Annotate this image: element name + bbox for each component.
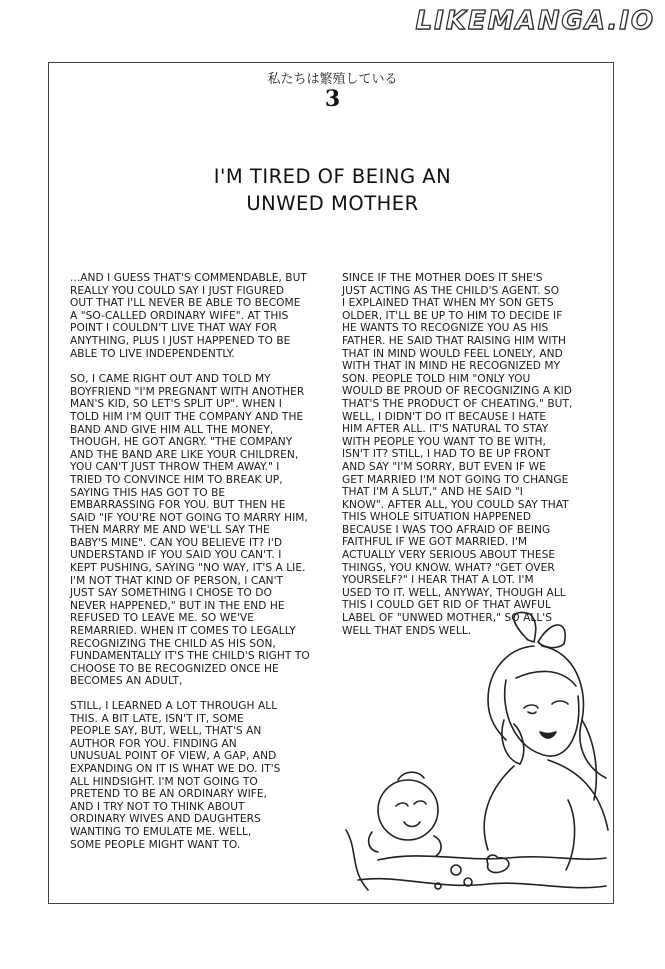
text-line: BOYFRIEND "I'M PREGNANT WITH ANOTHER [70,385,305,398]
text-line: THEN MARRY ME AND WE'LL SAY THE [70,524,270,537]
text-line: HE WANTS TO RECOGNIZE YOU AS HIS [342,322,549,335]
text-line: THIS. A BIT LATE, ISN'T IT, SOME [70,712,244,725]
text-line: USED TO IT. WELL, ANYWAY, THOUGH ALL [342,586,566,599]
chapter-number: 3 [324,86,341,112]
paragraph-1 [70,272,340,360]
text-line: WOULD BE PROUD OF RECOGNIZING A KID [342,385,573,398]
text-line: ISN'T IT? STILL, I HAD TO BE UP FRONT [342,448,551,461]
text-line: UNUSUAL POINT OF VIEW, A GAP, AND [70,750,277,763]
text-line: ANYTHING, PLUS I JUST HAPPENED TO BE [70,334,291,347]
paragraph-2 [70,373,340,688]
text-line: BABY'S MINE". CAN YOU BELIEVE IT? I'D [70,536,283,549]
text-line: SOME PEOPLE MIGHT WANT TO. [70,838,241,851]
text-line: THAT'S THE PRODUCT OF CHEATING." BUT, [342,397,573,410]
right-text-column [342,272,598,637]
mother-and-baby-illustration [338,600,610,900]
text-line: EMBARRASSING FOR YOU. BUT THEN HE [70,499,286,512]
text-line: KEPT PUSHING, SAYING "NO WAY, IT'S A LIE. [70,562,306,575]
text-line: KNOW". AFTER ALL, YOU COULD SAY THAT [342,498,569,511]
text-line: FATHER. HE SAID THAT RAISING HIM WITH [342,334,567,347]
text-line: REFUSED TO LEAVE ME. SO WE'VE [70,612,254,625]
text-line: TOLD HIM I'M QUIT THE COMPANY AND THE [70,410,304,423]
text-line: ACTUALLY VERY SERIOUS ABOUT THESE [342,549,556,562]
text-line: THINGS, YOU KNOW. WHAT? "GET OVER [342,561,555,574]
text-line: NEVER HAPPENED," BUT IN THE END HE [70,599,285,612]
text-line: OUT THAT I'LL NEVER BE ABLE TO BECOME [70,297,301,310]
text-line: THOUGH, HE GOT ANGRY. "THE COMPANY [70,436,293,449]
text-line: PEOPLE SAY, BUT, WELL, THAT'S AN [70,725,262,738]
text-line: POINT I COULDN'T LIVE THAT WAY FOR [70,322,278,335]
text-line: I EXPLAINED THAT WHEN MY SON GETS [342,297,554,310]
text-line: YOURSELF?" I HEAR THAT A LOT. I'M [342,574,534,587]
text-line: THAT IN MIND WOULD FEEL LONELY, AND [342,347,563,360]
chapter-headline [0,163,665,217]
site-watermark: LIKEMANGA.IO [415,6,655,36]
text-line: ...AND I GUESS THAT'S COMMENDABLE, BUT [70,272,307,284]
text-line: OLDER, IT'LL BE UP TO HIM TO DECIDE IF [342,309,563,322]
text-line: WANTING TO EMULATE ME. WELL, [70,825,252,838]
text-line: SO, I CAME RIGHT OUT AND TOLD MY [70,373,271,386]
text-line: WITH THAT IN MIND HE RECOGNIZED MY [342,360,561,373]
text-line: WELL, I DIDN'T DO IT BECAUSE I HATE [342,410,547,423]
text-line: THIS I COULD GET RID OF THAT AWFUL [342,599,551,612]
text-line: SINCE IF THE MOTHER DOES IT SHE'S [342,272,543,284]
text-line: YOU CAN'T JUST THROW THEM AWAY." I [70,461,280,474]
text-line: AND SAY "I'M SORRY, BUT EVEN IF WE [342,460,546,473]
text-line: SAID "IF YOU'RE NOT GOING TO MARRY HIM, [70,511,308,524]
text-line: ALL HINDSIGHT. I'M NOT GOING TO [70,775,258,788]
text-line: AUTHOR FOR YOU. FINDING AN [70,737,237,750]
text-line: A "SO-CALLED ORDINARY WIFE". AT THIS [70,309,289,322]
text-line: PRETEND TO BE AN ORDINARY WIFE, [70,788,268,801]
text-line: AND I TRY NOT TO THINK ABOUT [70,800,245,813]
text-line: REMARRIED. WHEN IT COMES TO LEGALLY [70,625,296,638]
text-line: RECOGNIZING THE CHILD AS HIS SON, [70,637,276,650]
text-line: CHOOSE TO BE RECOGNIZED ONCE HE [70,662,279,675]
text-line: SAYING THIS HAS GOT TO BE [70,486,226,499]
text-line: BECOMES AN ADULT, [70,675,183,688]
text-line: SON. PEOPLE TOLD HIM "ONLY YOU [342,372,531,385]
text-line: BAND AND GIVE HIM ALL THE MONEY, [70,423,274,436]
text-line: ABLE TO LIVE INDEPENDENTLY. [70,347,235,360]
paragraph-3 [70,700,340,851]
text-line: I'M NOT THAT KIND OF PERSON, I CAN'T [70,574,284,587]
headline-line-2: UNWED MOTHER [246,192,419,215]
text-line: THIS WHOLE SITUATION HAPPENED [342,511,532,524]
text-line: UNDERSTAND IF YOU SAID YOU CAN'T. I [70,549,282,562]
text-line: STILL, I LEARNED A LOT THROUGH ALL [70,700,278,712]
text-line: GET MARRIED I'M NOT GOING TO CHANGE [342,473,569,486]
headline-line-1: I'M TIRED OF BEING AN [213,165,452,188]
text-line: LABEL OF "UNWED MOTHER," SO ALL'S [342,612,553,625]
text-line: BECAUSE I WAS TOO AFRAID OF BEING [342,523,551,536]
text-line: MAN'S KID, SO LET'S SPLIT UP". WHEN I [70,398,282,411]
text-line: FUNDAMENTALLY IT'S THE CHILD'S RIGHT TO [70,650,310,663]
bottom-left-text-column [70,700,340,851]
text-line: WELL THAT ENDS WELL. [342,624,472,637]
text-line: WITH PEOPLE YOU WANT TO BE WITH, [342,435,546,448]
text-line: FAITHFUL IF WE GOT MARRIED. I'M [342,536,528,549]
text-line: TRIED TO CONVINCE HIM TO BREAK UP, [70,473,283,486]
text-line: HIM AFTER ALL. IT'S NATURAL TO STAY [342,423,549,436]
text-line: THAT I'M A SLUT," AND HE SAID "I [342,486,523,499]
text-line: JUST SAY SOMETHING I CHOSE TO DO [70,587,272,600]
paragraph-right-1 [342,272,598,637]
text-line: ORDINARY WIVES AND DAUGHTERS [70,813,261,826]
text-line: AND THE BAND ARE LIKE YOUR CHILDREN, [70,448,299,461]
left-text-column [70,272,340,688]
text-line: REALLY YOU COULD SAY I JUST FIGURED [70,284,285,297]
text-line: JUST ACTING AS THE CHILD'S AGENT. SO [342,284,560,297]
text-line: EXPANDING ON IT IS WHAT WE DO. IT'S [70,762,281,775]
japanese-series-title: 私たちは繁殖している [267,72,398,87]
